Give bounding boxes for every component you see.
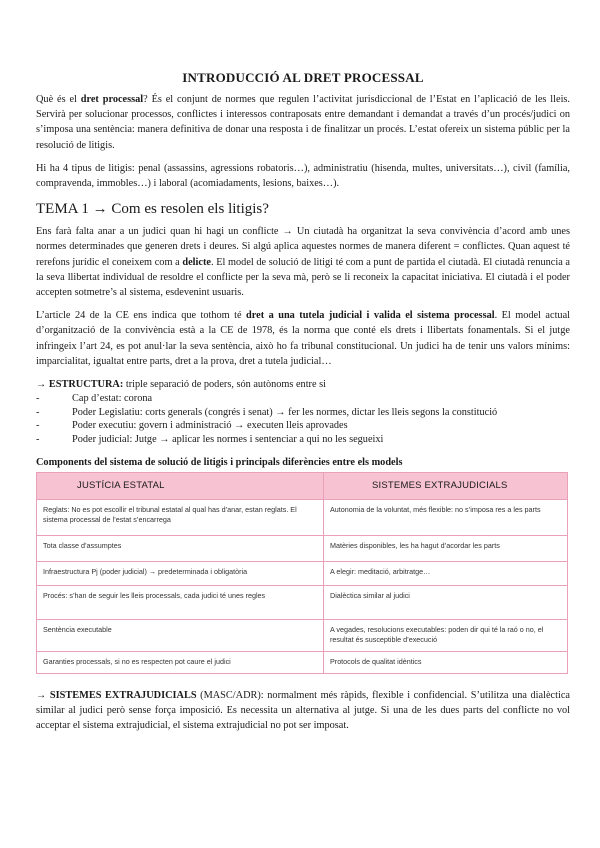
tema1-paragraph-1: Ens farà falta anar a un judici quan hi hagi un conflicte → Un ciutadà ha organitzat la seva convivència d’acord amb unes normes determinades que generen drets i deures. Si algú aplica aquestes normes de manera diferent = conflictes. Quan aquest té rerefons jurídic el coneixem com a delicte. El model de solució de litigi té com a punt de partida el ciutadà. El ciutadà renuncia a la seva llibertat individual de resoldre el conflicte per la seva mà, però se li reconeix la capacitat iniciativa. El ciutadà i el poder accepten sotmetre’s al sistema, esdevenint usuaris.: [36, 226, 570, 299]
table-cell: Procés: s’han de seguir les lleis processals, cada judici té unes regles: [37, 585, 324, 619]
table-cell: Dialèctica similar al judici: [324, 585, 568, 619]
table-row: [37, 561, 568, 585]
table-cell: Infraestructura Pj (poder judicial) → predeterminada i obligatòria: [37, 561, 324, 585]
estructura-label: → ESTRUCTURA: triple separació de poders, són autònoms entre si: [36, 379, 327, 391]
column-header-extrajudicials: SISTEMES EXTRAJUDICIALS: [324, 472, 568, 499]
table-row: [37, 585, 568, 619]
table-cell: A vegades, resolucions executables: poden dir qui té la raó o no, el resultat és susceptible d’execució: [324, 619, 568, 651]
list-item: - Cap d’estat: corona: [36, 393, 153, 405]
table-cell: Reglats: No es pot escollir el tribunal estatal al qual has d’anar, estan reglats. El sistema processal de l’estat s’encarrega: [37, 499, 324, 535]
table-row: [37, 499, 568, 535]
tema1-paragraph-2: L’article 24 de la CE ens indica que tothom té dret a una tutela judicial i valida el sistema processal. El model actual d’organització de la convivència està a la CE de 1978, és la norma que conté els drets i llibertats fonamentals. Si el jutge infringeix l’art 24, es pot anul·lar la seva sentència, això ho fa tribunal constitucional. Un judici ha de tenir uns valors mínims: imparcialitat, igualtat entre parts, dret a la prova, dret a tutela judicial…: [36, 310, 571, 367]
sistemes-extrajudicials-paragraph: → SISTEMES EXTRAJUDICIALS (MASC/ADR): normalment més ràpids, flexible i confidencial. S’utilitza una dialèctica similar al judici però sense força imposició. Es necessita un alternativa al jutge. Si una de les dues parts del conflicte no vol acceptar el sistema extrajudicial, el sistema extrajudicial no pot ser imposat.: [36, 689, 570, 732]
bold-term: dret processal: [80, 94, 144, 105]
table-cell: Protocols de qualitat idèntics: [324, 651, 568, 673]
column-header-justicia: JUSTÍCIA ESTATAL: [37, 472, 324, 499]
bold-term: dret a una tutela judicial i valida el sistema processal: [246, 310, 495, 322]
table-cell: Matèries disponibles, les ha hagut d’acordar les parts: [324, 535, 568, 561]
table-cell: Autonomia de la voluntat, més flexible: no s’imposa res a les parts: [324, 499, 568, 535]
comparison-table: [36, 472, 568, 674]
table-row: [37, 619, 568, 651]
table-cell: Tota classe d’assumptes: [37, 535, 324, 561]
table-row: [37, 651, 568, 673]
bold-term: delicte: [182, 256, 211, 268]
estructura-list: [36, 392, 570, 446]
tema1-heading: TEMA 1 → Com es resolen els litigis?: [36, 201, 269, 218]
table-cell: Sentència executable: [37, 619, 324, 651]
list-item: - Poder Legislatiu: corts generals (congrés i senat) → fer les normes, dictar les lleis segons la constitució: [36, 406, 498, 418]
litigis-types-paragraph: Hi ha 4 tipus de litigis: penal (assassins, agressions robatoris…), administratiu (hisenda, multes, universitats…), civil (família, compravenda, immobles…) i laboral (acomiadaments, lesions, baixes…).: [36, 162, 570, 190]
list-item: - Poder executiu: govern i administració → executen lleis aprovades: [36, 420, 348, 432]
table-cell: Garanties processals, si no es respecten pot caure el judici: [37, 651, 324, 673]
document-page: [36, 70, 570, 733]
document-title: INTRODUCCIÓ AL DRET PROCESSAL: [182, 70, 424, 85]
table-cell: A elegir: meditació, arbitratge…: [324, 561, 568, 585]
intro-paragraph: Què és el dret processal? És el conjunt de normes que regulen l’activitat jurisdiccional de l’Estat en l’aplicació de les lleis. Servirà per solucionar processos, conflictes i interessos contraposats entre demandant i demandat a través d’un procés/judici on s’imposa una sentència: manera definitiva de donar una resposta i de finalitzar un procés. L’estat ofereix un sistema públic per la resolució de litigis.: [36, 94, 571, 151]
components-title: Components del sistema de solució de litigis i principals diferències entre els models: [36, 456, 403, 468]
table-row: [37, 535, 568, 561]
list-item: - Poder judicial: Jutge → aplicar les normes i sentenciar a qui no les segueixi: [36, 434, 384, 446]
